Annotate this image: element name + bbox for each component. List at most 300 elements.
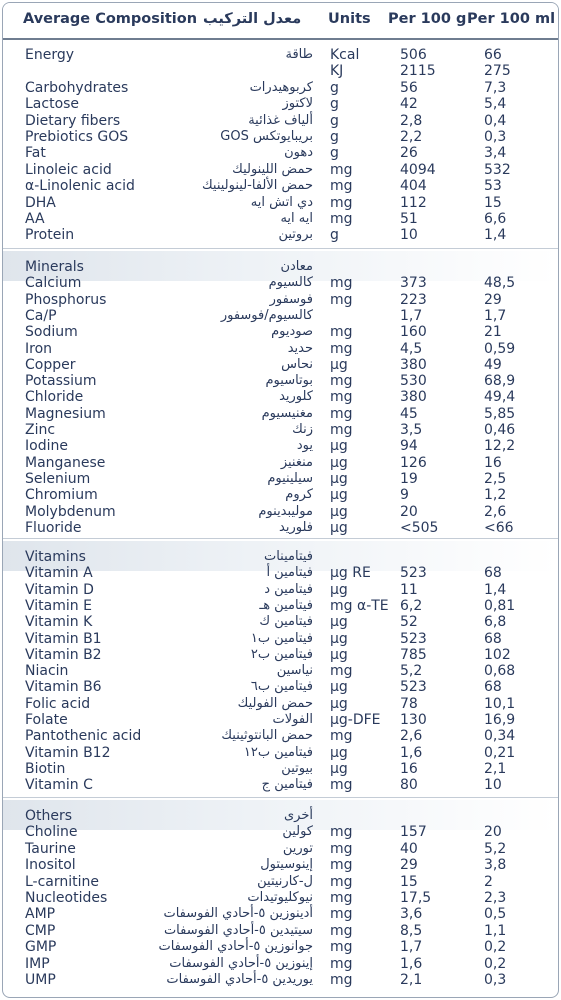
row-arabic-name: حمض البانتوثينيك	[221, 728, 313, 744]
row-unit: µg	[330, 519, 348, 536]
row-arabic-name: تورين	[282, 840, 313, 856]
row-arabic-name: ايه ايه	[280, 211, 313, 226]
row-per-100ml: 12,2	[484, 438, 516, 455]
row-per-100ml: 68	[484, 679, 502, 696]
section-divider	[3, 797, 558, 798]
row-per-100g: 40	[400, 840, 418, 857]
row-unit: mg	[330, 422, 353, 438]
row-unit: mg	[330, 291, 353, 308]
row-per-100ml: 0,46	[484, 422, 516, 438]
row-unit: µg	[330, 679, 348, 696]
row-unit: g	[330, 145, 339, 162]
section-divider	[3, 248, 558, 249]
row-name: Copper	[25, 356, 76, 373]
row-name: Taurine	[25, 840, 76, 857]
row-per-100ml: 0,3	[484, 129, 507, 145]
row-arabic-name: فيتامين ب١٢	[243, 744, 313, 760]
table-row	[3, 373, 558, 389]
row-per-100g: 16	[400, 760, 418, 777]
row-arabic-name: لاكتوز	[282, 96, 313, 112]
row-per-100ml: 10	[484, 777, 502, 794]
row-name: Protein	[25, 227, 75, 244]
row-arabic-name: كربوهيدرات	[249, 79, 313, 95]
row-arabic-name: مغنيسيوم	[261, 405, 313, 421]
row-unit: mg	[330, 324, 353, 341]
row-arabic-name: فيتامين ب٦	[250, 679, 313, 695]
table-row	[3, 808, 558, 824]
row-unit: µg	[330, 630, 348, 647]
row-unit: mg	[330, 939, 353, 956]
table-row	[3, 455, 558, 471]
row-unit: µg	[330, 581, 348, 598]
row-per-100ml: 0,34	[484, 728, 516, 745]
row-arabic-name: نياسين	[276, 663, 313, 679]
row-name: Zinc	[25, 422, 56, 438]
row-per-100g: 2,8	[400, 112, 423, 129]
table-row	[3, 956, 558, 972]
row-per-100g: 126	[400, 454, 427, 471]
row-per-100g: 5,2	[400, 663, 423, 680]
row-per-100ml: 275	[484, 63, 511, 80]
table-row	[3, 549, 558, 565]
row-unit: µg RE	[330, 565, 371, 582]
row-name: Choline	[25, 824, 78, 841]
row-name: Pantothenic acid	[25, 728, 142, 745]
row-per-100ml: 5,4	[484, 96, 507, 113]
row-per-100ml: 3,4	[484, 145, 507, 162]
row-per-100ml: 0,59	[484, 340, 516, 357]
row-arabic-name: دي اتش ايه	[250, 194, 313, 210]
row-arabic-name: فيتامين ك	[259, 614, 313, 630]
row-arabic-name: معادن	[280, 259, 313, 274]
row-per-100g: <505	[400, 519, 439, 536]
row-arabic-name: بريبايوتكس GOS	[220, 129, 313, 144]
row-unit: Kcal	[330, 47, 360, 63]
row-unit: µg	[330, 470, 348, 487]
row-unit: mg	[330, 405, 353, 422]
table-row	[3, 227, 558, 243]
row-unit: mg	[330, 728, 353, 745]
row-per-100ml: 2,1	[484, 760, 507, 777]
row-arabic-name: ألياف غذائية	[248, 112, 313, 128]
row-per-100g: 17,5	[400, 890, 432, 906]
row-per-100ml: 16	[484, 454, 502, 471]
row-per-100ml: 16,9	[484, 712, 516, 728]
table-row	[3, 582, 558, 598]
row-per-100g: 2,1	[400, 972, 423, 988]
table-row	[3, 292, 558, 308]
row-unit: mg	[330, 972, 353, 988]
row-unit: mg	[330, 840, 353, 857]
row-name: Carbohydrates	[25, 79, 129, 96]
row-arabic-name: حمض الفوليك	[237, 695, 313, 711]
table-row	[3, 129, 558, 145]
row-per-100g: 1,6	[400, 955, 423, 972]
table-row	[3, 841, 558, 857]
row-per-100g: 160	[400, 324, 427, 341]
table-row	[3, 211, 558, 227]
table-row	[3, 389, 558, 405]
row-per-100g: 2115	[400, 63, 436, 80]
row-name: Others	[25, 808, 73, 824]
row-arabic-name: كولين	[282, 824, 313, 840]
table-row	[3, 422, 558, 438]
row-unit: mg	[330, 777, 353, 794]
table-row	[3, 598, 558, 614]
row-unit: mg	[330, 211, 353, 227]
table-row	[3, 113, 558, 129]
row-arabic-name: فوسفور	[269, 291, 313, 307]
row-name: Phosphorus	[25, 291, 107, 308]
row-unit: g	[330, 227, 339, 244]
row-name: Nucleotides	[25, 890, 108, 906]
row-unit: mg	[330, 178, 353, 195]
row-arabic-name: نحاس	[281, 356, 313, 372]
row-unit: mg	[330, 340, 353, 357]
row-per-100ml: 2,3	[484, 890, 507, 906]
row-per-100g: 1,7	[400, 939, 423, 956]
row-per-100ml: 48,5	[484, 275, 516, 292]
row-name: Biotin	[25, 760, 66, 777]
table-row	[3, 178, 558, 194]
row-arabic-name: حمض اللينوليك	[232, 161, 313, 177]
row-name: Energy	[25, 47, 75, 63]
row-name: Vitamin B12	[25, 744, 111, 761]
row-per-100ml: 5,85	[484, 405, 516, 422]
row-arabic-name: بروتين	[278, 227, 313, 243]
row-unit: KJ	[330, 63, 344, 80]
row-per-100ml: 68,9	[484, 373, 516, 390]
row-per-100ml: <66	[484, 519, 514, 536]
row-name: Linoleic acid	[25, 161, 112, 178]
row-name: Folic acid	[25, 695, 91, 712]
table-row	[3, 874, 558, 890]
row-unit: µg	[330, 614, 348, 631]
row-per-100ml: 53	[484, 178, 502, 195]
table-row	[3, 761, 558, 777]
row-per-100ml: 2	[484, 873, 493, 890]
row-name: AA	[25, 211, 45, 227]
row-arabic-name: فيتامين هـ	[259, 597, 313, 613]
row-arabic-name: فيتامين د	[264, 581, 313, 597]
row-name: DHA	[25, 194, 56, 211]
row-unit: mg	[330, 890, 353, 906]
row-unit: mg	[330, 955, 353, 972]
row-arabic-name: طاقة	[285, 47, 313, 62]
row-arabic-name: كالسيوم	[268, 275, 313, 291]
row-name: L-carnitine	[25, 873, 100, 890]
row-arabic-name: صوديوم	[271, 324, 313, 340]
row-per-100g: 29	[400, 857, 418, 874]
table-row	[3, 63, 558, 79]
row-unit: mg	[330, 275, 353, 292]
row-unit: mg	[330, 873, 353, 890]
row-per-100ml: 0,2	[484, 939, 507, 956]
row-per-100ml: 0,5	[484, 906, 507, 923]
header-composition-arabic: معدل التركيب	[203, 11, 302, 27]
row-arabic-name: الفولات	[272, 712, 313, 727]
row-per-100ml: 1,1	[484, 922, 507, 939]
row-per-100g: 19	[400, 470, 418, 487]
row-arabic-name: منغنيز	[280, 454, 313, 470]
table-row	[3, 80, 558, 96]
row-per-100ml: 68	[484, 630, 502, 647]
table-row	[3, 972, 558, 988]
table-row	[3, 614, 558, 630]
row-per-100g: 4094	[400, 161, 436, 178]
row-name: Lactose	[25, 96, 80, 113]
section	[3, 549, 558, 806]
table-row	[3, 923, 558, 939]
row-arabic-name: سيلينيوم	[267, 470, 313, 486]
row-name: Fat	[25, 145, 46, 162]
row-unit: mg	[330, 906, 353, 923]
row-name: Potassium	[25, 373, 97, 390]
row-per-100g: 112	[400, 194, 427, 211]
row-per-100g: 3,5	[400, 422, 423, 438]
table-row	[3, 195, 558, 211]
row-unit: mg	[330, 824, 353, 841]
row-per-100ml: 21	[484, 324, 502, 341]
row-arabic-name: كلوريد	[279, 389, 313, 405]
row-unit: µg	[330, 487, 348, 504]
row-unit: g	[330, 79, 339, 96]
row-per-100g: 52	[400, 614, 418, 631]
row-per-100g: 94	[400, 438, 418, 455]
row-arabic-name: موليبدينوم	[258, 503, 313, 519]
row-per-100g: 523	[400, 630, 427, 647]
row-unit: g	[330, 112, 339, 129]
row-arabic-name: إينوسيتول	[260, 857, 313, 873]
row-unit: g	[330, 129, 339, 145]
header-per-100g: Per 100 g	[388, 11, 467, 27]
table-row	[3, 520, 558, 536]
table-row	[3, 939, 558, 955]
row-arabic-name: نيوكليوتيدات	[247, 890, 313, 905]
row-per-100g: 6,2	[400, 597, 423, 614]
row-arabic-name: فيتامين ج	[261, 777, 313, 793]
row-per-100ml: 0,21	[484, 744, 516, 761]
row-per-100g: 3,6	[400, 906, 423, 923]
row-unit: mg	[330, 857, 353, 874]
row-name: UMP	[25, 972, 56, 988]
row-name: Vitamin C	[25, 777, 93, 794]
row-per-100ml: 49	[484, 356, 502, 373]
row-per-100g: 20	[400, 503, 418, 520]
row-name: CMP	[25, 922, 56, 939]
row-per-100g: 45	[400, 405, 418, 422]
row-per-100g: 1,7	[400, 307, 423, 324]
row-per-100g: 15	[400, 873, 418, 890]
row-name: Chromium	[25, 487, 98, 504]
row-arabic-name: أدينوزين ٥-أحادي الفوسفات	[163, 906, 313, 922]
table-row	[3, 631, 558, 647]
row-arabic-name: أخرى	[284, 808, 313, 823]
table-row	[3, 259, 558, 275]
row-per-100g: 2,6	[400, 728, 423, 745]
row-per-100ml: 7,3	[484, 79, 507, 96]
section-divider	[3, 538, 558, 539]
row-per-100ml: 532	[484, 161, 511, 178]
table-header	[3, 3, 558, 38]
row-name: Iodine	[25, 438, 68, 455]
row-name: Manganese	[25, 454, 106, 471]
row-unit: µg-DFE	[330, 712, 381, 728]
row-unit: mg	[330, 194, 353, 211]
table-row	[3, 647, 558, 663]
table-row	[3, 663, 558, 679]
row-per-100g: 404	[400, 178, 427, 195]
table-row	[3, 728, 558, 744]
row-unit: µg	[330, 646, 348, 663]
row-per-100ml: 2,5	[484, 470, 507, 487]
row-per-100g: 785	[400, 646, 427, 663]
table-row	[3, 487, 558, 503]
table-row	[3, 357, 558, 373]
row-per-100g: 530	[400, 373, 427, 390]
row-arabic-name: كروم	[285, 487, 313, 503]
row-name: Prebiotics GOS	[25, 129, 129, 145]
row-arabic-name: فيتامين ب١	[250, 630, 313, 646]
row-per-100g: 10	[400, 227, 418, 244]
row-per-100ml: 0,68	[484, 663, 516, 680]
row-per-100ml: 66	[484, 47, 502, 63]
row-per-100g: 223	[400, 291, 427, 308]
row-unit: mg	[330, 389, 353, 406]
row-per-100ml: 49,4	[484, 389, 516, 406]
row-name: Calcium	[25, 275, 82, 292]
row-arabic-name: إينوزين ٥-أحادي الفوسفات	[169, 955, 313, 971]
row-arabic-name: زنك	[292, 422, 313, 437]
row-per-100g: 9	[400, 487, 409, 504]
table-row	[3, 308, 558, 324]
row-name: AMP	[25, 906, 56, 923]
row-name: Vitamin B2	[25, 646, 102, 663]
section	[3, 259, 558, 548]
row-arabic-name: فلوريد	[279, 519, 313, 535]
row-name: Ca/P	[25, 307, 57, 324]
row-unit: µg	[330, 438, 348, 455]
table-row	[3, 162, 558, 178]
row-arabic-name: دهون	[284, 145, 313, 161]
header-per-100ml: Per 100 ml	[467, 11, 556, 27]
row-per-100ml: 10,1	[484, 695, 516, 712]
section	[3, 47, 558, 256]
row-per-100g: 380	[400, 389, 427, 406]
row-name: Inositol	[25, 857, 76, 874]
row-arabic-name: حمض الألفا-لينولينيك	[201, 178, 313, 194]
table-row	[3, 275, 558, 291]
row-name: Niacin	[25, 663, 69, 680]
row-name: Selenium	[25, 470, 91, 487]
row-name: Vitamin K	[25, 614, 93, 631]
row-arabic-name: يود	[296, 438, 313, 454]
row-arabic-name: يوريدين ٥-أحادي الفوسفات	[166, 972, 313, 987]
row-arabic-name: فيتامينات	[263, 549, 313, 564]
row-arabic-name: فيتامين ب٢	[250, 646, 313, 662]
row-unit: mg	[330, 663, 353, 680]
table-row	[3, 406, 558, 422]
row-per-100g: 523	[400, 565, 427, 582]
row-per-100g: 157	[400, 824, 427, 841]
header-units: Units	[328, 11, 371, 27]
row-per-100ml: 68	[484, 565, 502, 582]
row-per-100ml: 1,4	[484, 227, 507, 244]
row-name: Dietary fibers	[25, 112, 121, 129]
row-arabic-name: بوتاسيوم	[265, 373, 313, 389]
table-row	[3, 857, 558, 873]
header-composition: Average Composition	[23, 11, 198, 27]
row-arabic-name: سيتيدين ٥-أحادي الفوسفات	[163, 922, 313, 938]
row-per-100g: 26	[400, 145, 418, 162]
row-per-100g: 2,2	[400, 129, 423, 145]
row-per-100g: 78	[400, 695, 418, 712]
row-arabic-name: فيتامين أ	[266, 565, 313, 581]
row-per-100ml: 1,2	[484, 487, 507, 504]
row-name: Magnesium	[25, 405, 106, 422]
row-per-100ml: 2,6	[484, 503, 507, 520]
table-row	[3, 324, 558, 340]
table-row	[3, 341, 558, 357]
row-per-100g: 373	[400, 275, 427, 292]
row-unit: mg	[330, 373, 353, 390]
section	[3, 808, 558, 998]
table-row	[3, 96, 558, 112]
table-row	[3, 712, 558, 728]
row-name: Vitamins	[25, 549, 86, 565]
row-unit: µg	[330, 503, 348, 520]
row-name: Vitamin B6	[25, 679, 102, 696]
row-name: Folate	[25, 712, 68, 728]
table-row	[3, 47, 558, 63]
table-row	[3, 565, 558, 581]
row-per-100g: 11	[400, 581, 418, 598]
row-per-100ml: 1,4	[484, 581, 507, 598]
row-name: GMP	[25, 939, 57, 956]
row-arabic-name: كالسيوم/فوسفور	[220, 307, 313, 323]
row-per-100ml: 29	[484, 291, 502, 308]
row-name: Vitamin E	[25, 597, 92, 614]
table-row	[3, 145, 558, 161]
row-per-100g: 80	[400, 777, 418, 794]
row-per-100g: 42	[400, 96, 418, 113]
header-divider	[3, 38, 558, 40]
row-per-100ml: 6,6	[484, 211, 507, 227]
row-name: Vitamin A	[25, 565, 93, 582]
table-row	[3, 906, 558, 922]
row-per-100g: 506	[400, 47, 427, 63]
row-per-100ml: 0,81	[484, 597, 516, 614]
row-arabic-name: حديد	[287, 340, 313, 356]
row-per-100ml: 20	[484, 824, 502, 841]
row-per-100ml: 102	[484, 646, 511, 663]
row-unit: µg	[330, 744, 348, 761]
row-per-100g: 380	[400, 356, 427, 373]
row-arabic-name: جوانوزين ٥-أحادي الفوسفات	[158, 939, 313, 955]
row-name: Vitamin D	[25, 581, 94, 598]
row-unit: mg α-TE	[330, 597, 389, 614]
row-unit: µg	[330, 760, 348, 777]
row-name: Fluoride	[25, 519, 82, 536]
row-name: Sodium	[25, 324, 78, 341]
row-name: Minerals	[25, 259, 84, 275]
row-per-100ml: 1,7	[484, 307, 507, 324]
row-per-100g: 1,6	[400, 744, 423, 761]
row-per-100g: 523	[400, 679, 427, 696]
row-name: Chloride	[25, 389, 84, 406]
row-name: IMP	[25, 955, 50, 972]
table-row	[3, 471, 558, 487]
